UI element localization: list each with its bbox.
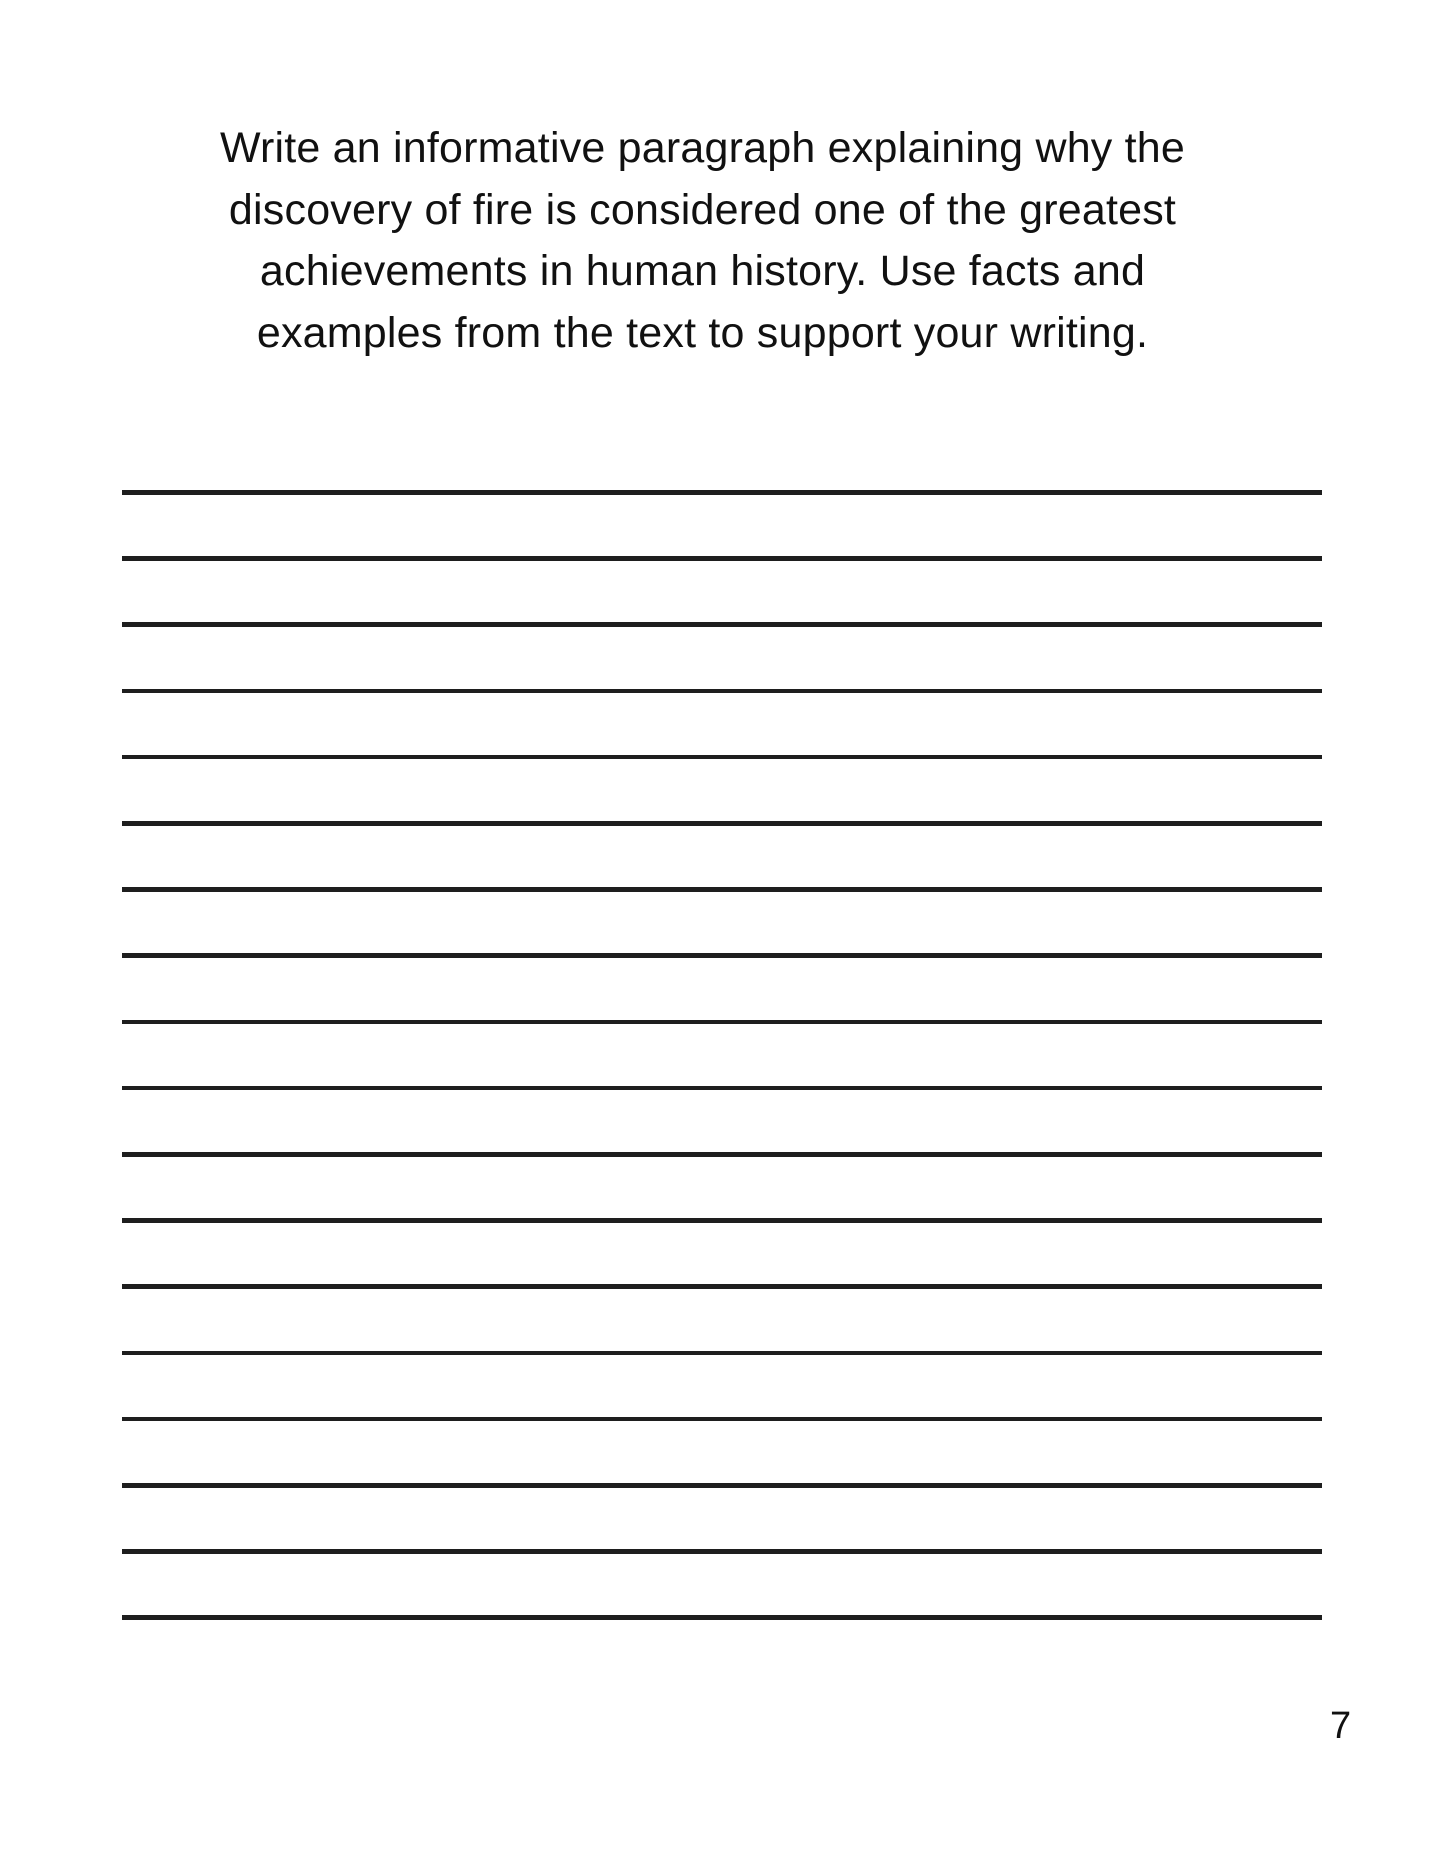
- page-number: 7: [1330, 1705, 1352, 1747]
- writing-line[interactable]: [122, 1615, 1322, 1620]
- writing-line[interactable]: [122, 821, 1322, 826]
- writing-line[interactable]: [122, 1483, 1322, 1488]
- writing-line[interactable]: [122, 755, 1322, 760]
- prompt-line: achievements in human history. Use facts and: [259, 247, 1146, 295]
- writing-line[interactable]: [122, 1020, 1322, 1025]
- writing-line[interactable]: [122, 1549, 1322, 1554]
- writing-line[interactable]: [122, 887, 1322, 892]
- prompt-line: examples from the text to support your writing.: [256, 308, 1149, 357]
- writing-line[interactable]: [122, 1351, 1322, 1356]
- writing-line[interactable]: [122, 622, 1322, 627]
- writing-line[interactable]: [122, 556, 1322, 561]
- writing-line[interactable]: [122, 1086, 1322, 1091]
- writing-line[interactable]: [122, 490, 1322, 495]
- writing-line[interactable]: [122, 689, 1322, 694]
- writing-line[interactable]: [122, 1284, 1322, 1289]
- prompt-line: discovery of fire is considered one of the greatest: [228, 185, 1177, 234]
- writing-line[interactable]: [122, 1417, 1322, 1422]
- writing-line[interactable]: [122, 953, 1322, 958]
- writing-prompt: [140, 118, 1265, 364]
- writing-line[interactable]: [122, 1218, 1322, 1223]
- writing-line[interactable]: [122, 1152, 1322, 1157]
- prompt-line: Write an informative paragraph explaining why the: [219, 124, 1186, 172]
